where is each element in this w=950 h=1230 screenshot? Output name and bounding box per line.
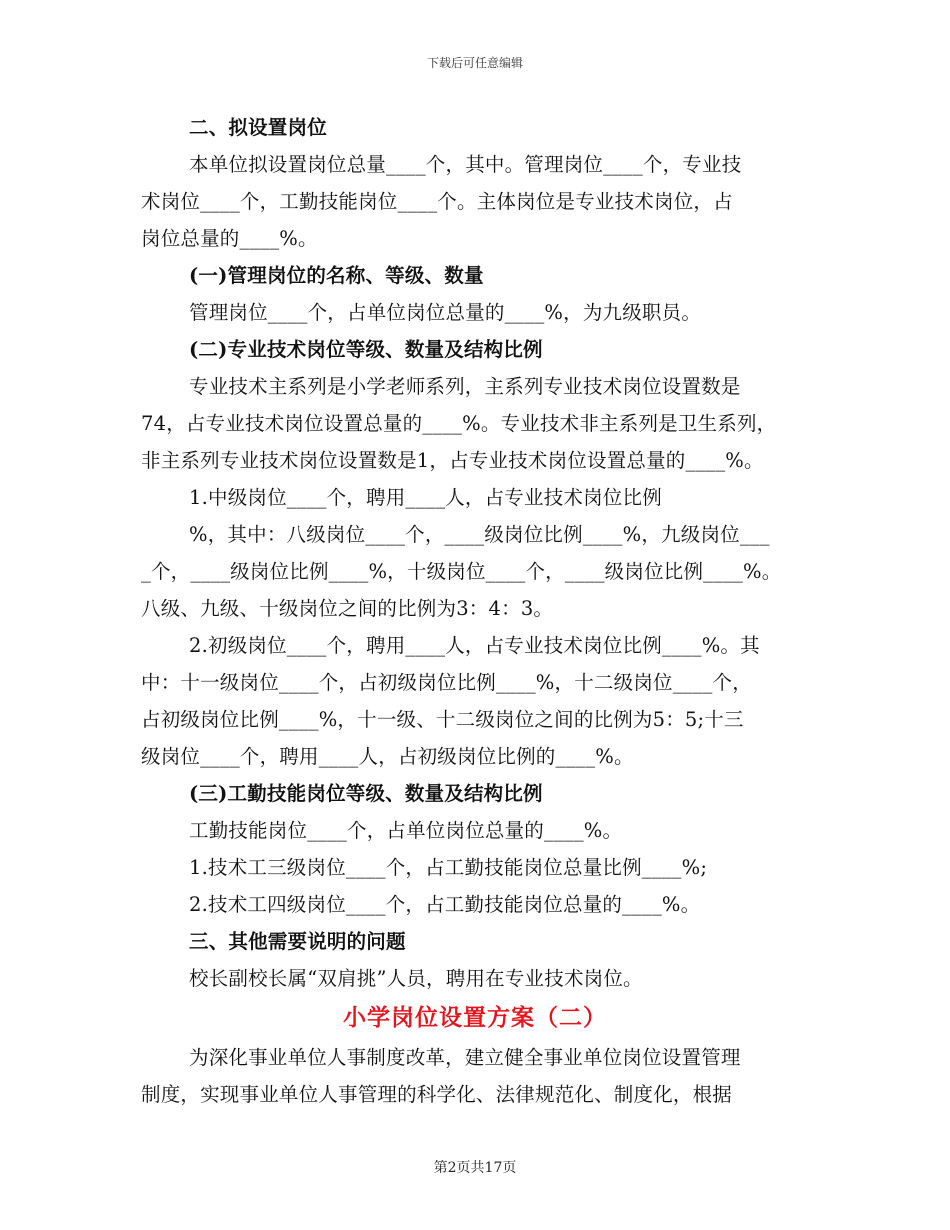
paragraph-line: 专业技术主系列是小学老师系列，主系列专业技术岗位设置数是 [189, 375, 741, 398]
paragraph-line: 为深化事业单位人事制度改革，建立健全事业单位岗位设置管理 [189, 1046, 741, 1069]
paragraph-line: 校长副校长属“双肩挑”人员，聘用在专业技术岗位。 [189, 967, 643, 990]
paragraph-line: 非主系列专业技术岗位设置数是1，占专业技术岗位设置总量的____%。 [141, 449, 764, 472]
paragraph-line: 74，占专业技术岗位设置总量的____%。专业技术非主系列是卫生系列， [141, 412, 777, 435]
paragraph-line: 工勤技能岗位____个，占单位岗位总量的____%。 [189, 819, 623, 842]
paragraph-line: 八级、九级、十级岗位之间的比例为3：4：3。 [141, 597, 554, 620]
heading-proposed-posts: 二、拟设置岗位 [189, 116, 327, 139]
subheading-management-posts: (一)管理岗位的名称、等级、数量 [189, 264, 484, 287]
subheading-professional-posts: (二)专业技术岗位等级、数量及结构比例 [189, 338, 543, 361]
paragraph-line: 2.初级岗位____个，聘用____人，占专业技术岗位比例____%。其 [189, 634, 760, 657]
paragraph-line: 2.技术工四级岗位____个，占工勤技能岗位总量的____%。 [189, 893, 701, 916]
section-title: 小学岗位设置方案（二） [343, 1004, 607, 1031]
paragraph-line: 术岗位____个，工勤技能岗位____个。主体岗位是专业技术岗位，占 [141, 190, 733, 213]
paragraph-line: 级岗位____个，聘用____人，占初级岗位比例的____%。 [141, 745, 634, 768]
paragraph-line: 岗位总量的____%。 [141, 227, 318, 250]
heading-other-issues: 三、其他需要说明的问题 [189, 930, 406, 953]
paragraph-line: 中：十一级岗位____个，占初级岗位比例____%，十二级岗位____个， [141, 671, 752, 694]
page-number: 第2页共17页 [433, 1160, 517, 1176]
paragraph-line: 管理岗位____个，占单位岗位总量的____%，为九级职员。 [189, 301, 702, 324]
paragraph-line: _个，____级岗位比例____%，十级岗位____个，____级岗位比例____%。 [141, 560, 782, 583]
paragraph-line: %，其中：八级岗位____个，____级岗位比例____%，九级岗位___ [189, 523, 770, 546]
subheading-service-posts: (三)工勤技能岗位等级、数量及结构比例 [189, 782, 543, 805]
paragraph-line: 本单位拟设置岗位总量____个，其中。管理岗位____个，专业技 [189, 153, 742, 176]
paragraph-line: 1.中级岗位____个，聘用____人，占专业技术岗位比例 [189, 486, 662, 509]
paragraph-line: 制度，实现事业单位人事管理的科学化、法律规范化、制度化，根据 [141, 1083, 733, 1106]
header-note: 下载后可任意编辑 [426, 56, 523, 70]
paragraph-line: 1.技术工三级岗位____个，占工勤技能岗位总量比例____%; [189, 856, 708, 879]
paragraph-line: 占初级岗位比例____%，十一级、十二级岗位之间的比例为5：5;十三 [141, 708, 744, 731]
